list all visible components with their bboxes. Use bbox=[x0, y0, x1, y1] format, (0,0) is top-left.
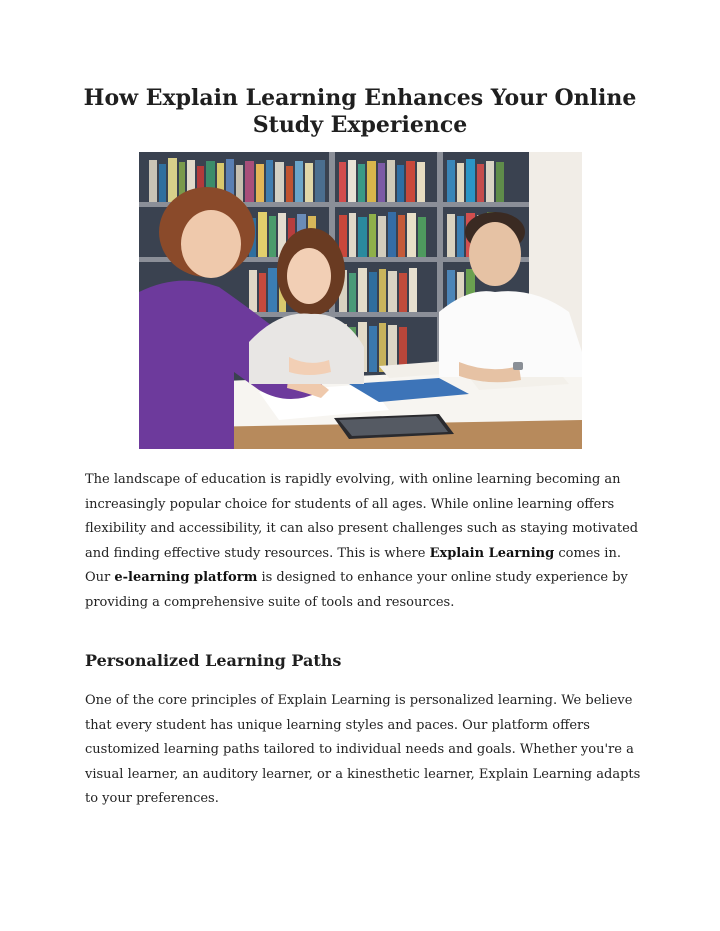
section-heading: Personalized Learning Paths bbox=[85, 651, 342, 670]
intro-text-1: The landscape of education is rapidly evolving, with online learning becoming an increasingly popular choice for students of all ages. While online learning offers flexibility and accessibility, it can also present challenges such as staying motivated and finding effective study resources. This is where bbox=[85, 472, 639, 561]
explain-learning-bold: Explain Learning bbox=[429, 545, 555, 561]
e-learning-platform-bold: e-learning platform bbox=[114, 570, 258, 586]
section-paragraph: One of the core principles of Explain Learning is personalized learning. We believe that every student has unique learning styles and paces. Our platform offers customized learning paths tailored to individual needs and goals. Whether you're a visual learner, an auditory learner, or a kinesthetic learner, Explain Learning adapts to your preferences. bbox=[85, 693, 641, 807]
intro-text-3: is designed to enhance your online study experience by providing a comprehensive suite of tools and resources. bbox=[85, 570, 628, 610]
students-photo bbox=[139, 152, 582, 449]
intro-paragraph bbox=[85, 468, 645, 616]
page-title: How Explain Learning Enhances Your Online Study Experience bbox=[83, 85, 637, 138]
intro-text-2: comes in. Our bbox=[85, 545, 621, 586]
